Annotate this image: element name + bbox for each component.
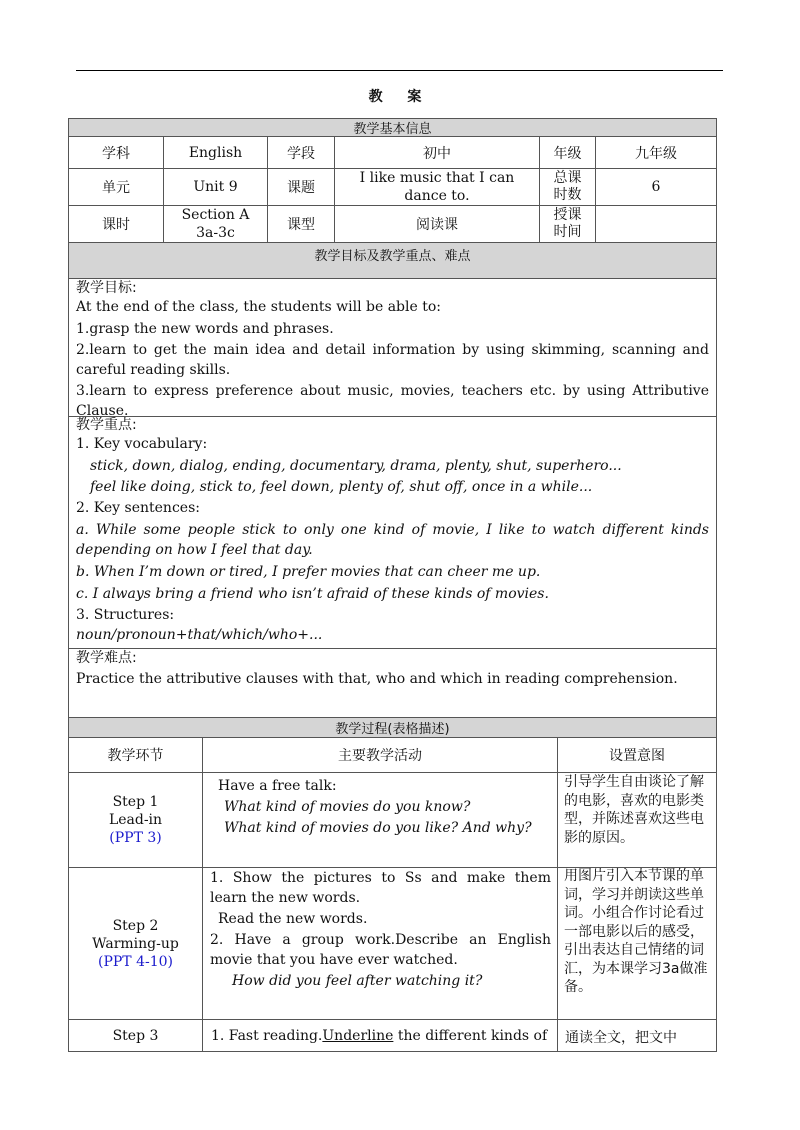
unit-label: 单元 [68, 168, 164, 206]
teaching-time-label: 授课时间 [539, 205, 596, 243]
step3-activity-cell [202, 1019, 558, 1052]
step1-name: Step 1 [112, 794, 159, 810]
step2-ppt-link[interactable]: (PPT 4-10) [97, 953, 173, 970]
step1-sub: Lead-in [108, 812, 163, 828]
step3-activity-suffix: the different kinds of [393, 1028, 548, 1044]
vocab-heading: 1. Key vocabulary: [76, 436, 208, 452]
activity-line: 1. Show the pictures to Ss and make them learn the new words. [210, 870, 551, 906]
objective-item: 3.learn to express preference about music, movies, teachers etc. by using Attributive Clause. [76, 383, 709, 419]
key-sentence: a. While some people stick to only one kind of movie, I like to watch different kinds depending on how I feel that day. [76, 522, 709, 558]
stage-value: 初中 [334, 136, 540, 169]
activity-line: Have a free talk: [218, 778, 337, 794]
col-activity-header: 主要教学活动 [202, 737, 558, 773]
step3-intent-cell [557, 1019, 717, 1052]
step3-name: Step 3 [112, 1028, 159, 1044]
grade-label: 年级 [539, 136, 596, 169]
activity-line: 2. Have a group work.Describe an English movie that you have ever watched. [210, 932, 551, 968]
step1-cell [68, 772, 203, 868]
step2-name: Step 2 [112, 917, 159, 934]
step3-activity-underlined: Underline [322, 1028, 394, 1044]
objective-item: 2.learn to get the main idea and detail information by using skimming, scanning and careful reading skills. [76, 342, 709, 378]
header-rule [76, 70, 723, 71]
page-title: 教 案 [368, 89, 432, 105]
vocab-words: stick, down, dialog, ending, documentary, drama, plenty, shut, superhero... [90, 458, 622, 474]
subject-label: 学科 [68, 136, 164, 169]
objectives-heading: 教学目标: [76, 280, 137, 296]
keypoints-heading: 教学重点: [76, 417, 137, 433]
activity-question: What kind of movies do you like? And why? [224, 820, 532, 836]
activity-question: How did you feel after watching it? [232, 973, 483, 989]
step3-activity-prefix: 1. Fast reading. [211, 1028, 323, 1044]
step2-intent: 用图片引入本节课的单词，学习并朗读这些单词。小组合作讨论看过一部电影以后的感受，引出表达自己情绪的词汇，为本课学习3a做准备。 [564, 868, 708, 995]
difficulties-content [76, 649, 709, 689]
activity-line: Read the new words. [218, 911, 368, 927]
vocab-phrases: feel like doing, stick to, feel down, plenty of, shut off, once in a while... [90, 479, 593, 495]
keypoints-content [76, 416, 709, 645]
structures-heading: 3. Structures: [76, 607, 175, 623]
objective-item: 1.grasp the new words and phrases. [76, 321, 334, 337]
step2-activity [210, 868, 551, 991]
difficulties-value: Practice the attributive clauses with that, who and which in reading comprehension. [76, 671, 678, 687]
step3-cell [68, 1019, 203, 1052]
period-value: Section A 3a-3c [163, 205, 268, 243]
goals-header: 教学目标及教学重点、难点 [68, 242, 717, 279]
lesson-type-value: 阅读课 [334, 205, 540, 243]
col-intent-header: 设置意图 [557, 737, 717, 773]
stage-label: 学段 [267, 136, 335, 169]
step2-cell [68, 867, 203, 1020]
basic-info-header: 教学基本信息 [68, 118, 717, 137]
grade-value: 九年级 [595, 136, 717, 169]
subject-value: English [163, 136, 268, 169]
activity-question: What kind of movies do you know? [224, 799, 471, 815]
period-label: 课时 [68, 205, 164, 243]
unit-value: Unit 9 [163, 168, 268, 206]
difficulties-heading: 教学难点: [76, 650, 137, 666]
structures-value: noun/pronoun+that/which/who+... [76, 627, 323, 643]
col-step-header: 教学环节 [68, 737, 203, 773]
objectives-content [76, 279, 709, 421]
step1-ppt-link[interactable]: (PPT 3) [109, 830, 162, 846]
process-header: 教学过程(表格描述) [68, 717, 717, 738]
step1-intent: 引导学生自由谈论了解的电影，喜欢的电影类型，并陈述喜欢这些电影的原因。 [564, 774, 704, 846]
key-sentence: b. When I’m down or tired, I prefer movies that can cheer me up. [76, 564, 541, 580]
topic-value: I like music that I can dance to. [334, 168, 540, 206]
key-sentence: c. I always bring a friend who isn’t afraid of these kinds of movies. [76, 586, 549, 602]
sentences-heading: 2. Key sentences: [76, 500, 200, 516]
step2-sub: Warming-up [92, 935, 179, 952]
step3-intent: 通读全文，把文中 [565, 1030, 677, 1046]
teaching-time-value [595, 205, 717, 243]
step1-activity [218, 776, 548, 838]
topic-label: 课题 [267, 168, 335, 206]
lesson-type-label: 课型 [267, 205, 335, 243]
step3-activity [203, 1020, 557, 1045]
total-periods-value: 6 [595, 168, 717, 206]
total-periods-label: 总课时数 [539, 168, 596, 206]
objectives-intro: At the end of the class, the students will be able to: [76, 299, 441, 315]
